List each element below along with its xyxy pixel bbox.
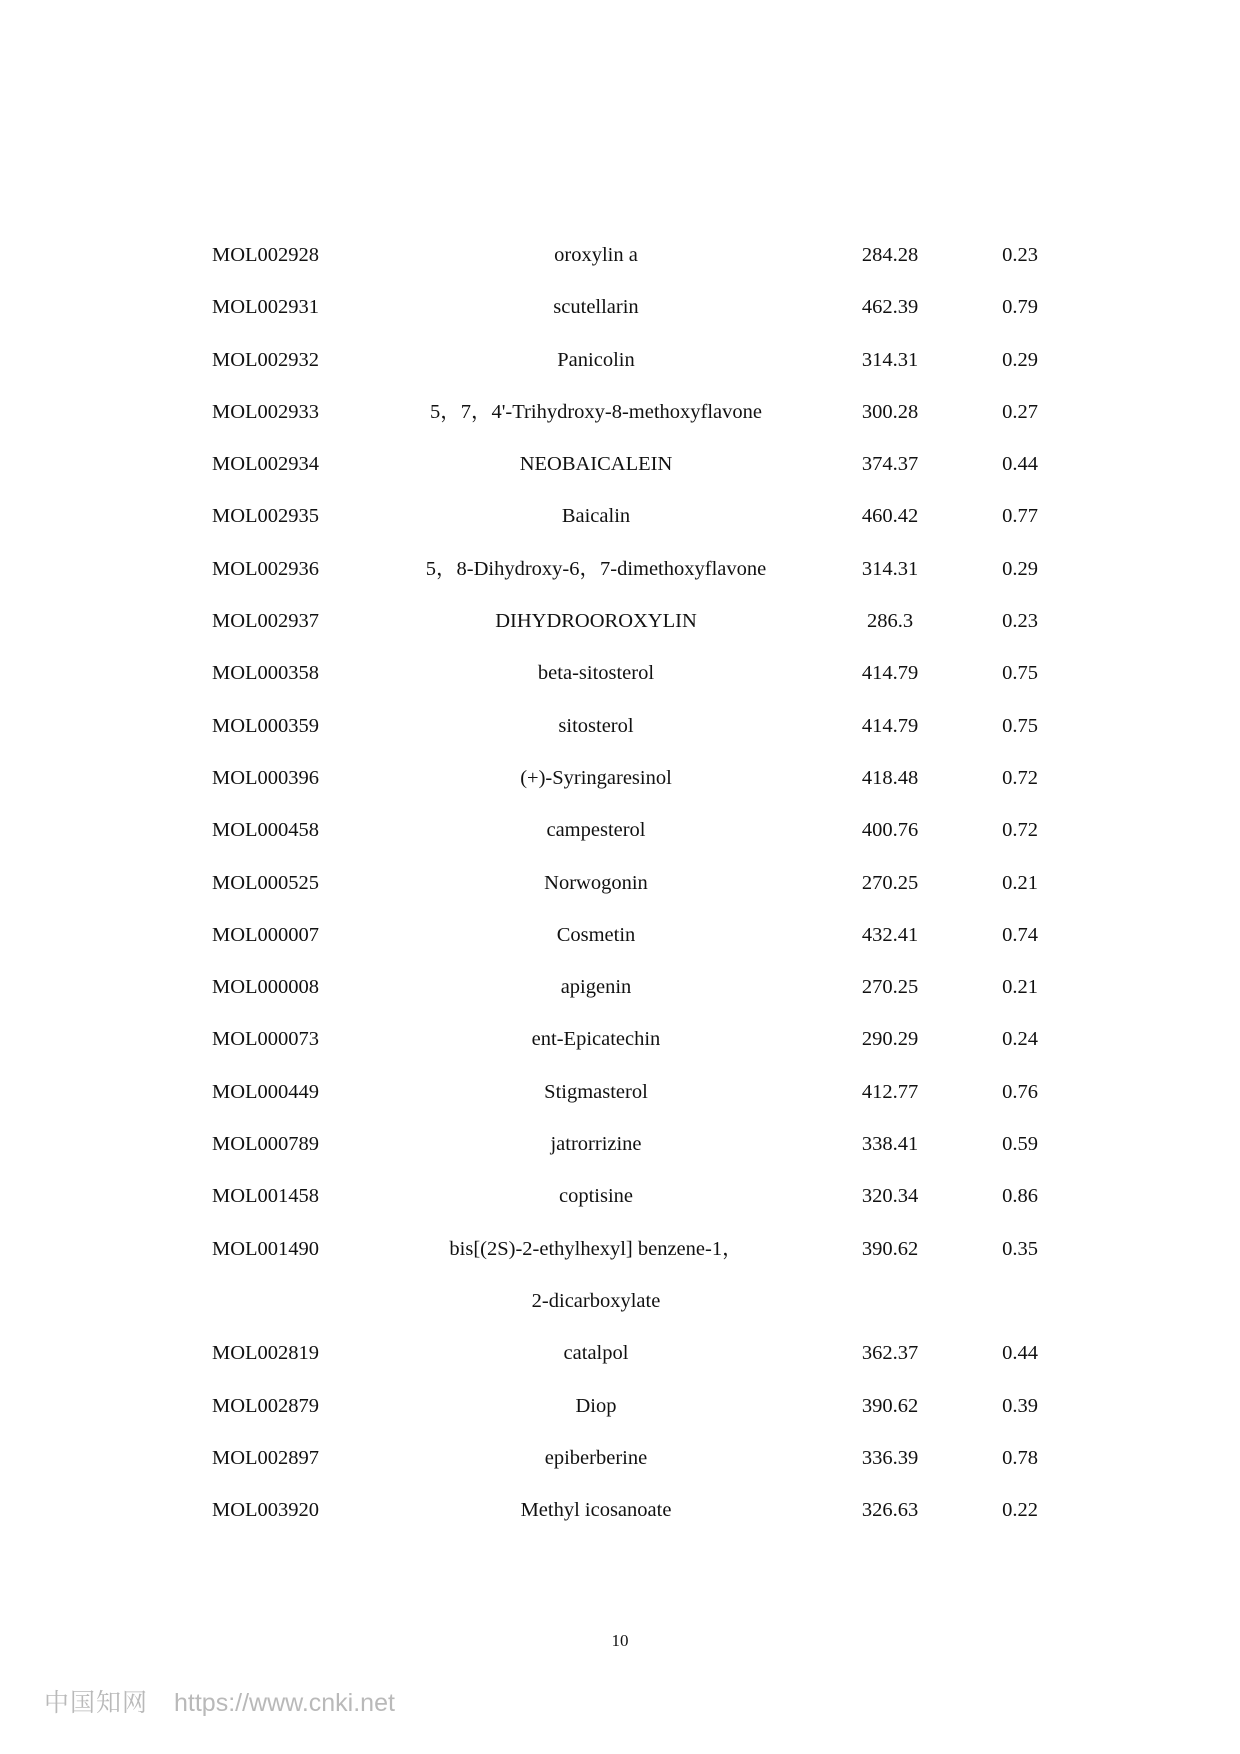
compound-name-line: epiberberine [544, 1446, 648, 1469]
compound-name-cell [345, 1223, 847, 1328]
compound-name-line: bis[(2S)-2-ethylhexyl] benzene-1， [449, 1237, 743, 1260]
value-cell: 0.23 [1002, 244, 1038, 266]
mol-id-cell: MOL000359 [212, 714, 320, 737]
table-row [0, 490, 1240, 542]
compound-name-cell [345, 1432, 847, 1484]
molecular-weight-cell: 314.31 [861, 348, 919, 371]
compound-name-cell [345, 595, 847, 647]
table-row [0, 909, 1240, 961]
molecular-weight-cell: 336.39 [861, 1446, 919, 1469]
value-cell: 0.35 [1002, 1237, 1038, 1260]
compound-name-cell [345, 647, 847, 699]
mol-id-cell: MOL002819 [212, 1342, 320, 1365]
table-row [0, 438, 1240, 490]
compound-table [0, 229, 1240, 1536]
value-cell: 0.59 [1002, 1133, 1038, 1156]
value-cell: 0.72 [1002, 766, 1038, 789]
compound-name-cell [345, 1327, 847, 1379]
watermark-url: https://www.cnki.net [174, 1689, 395, 1717]
compound-name-cell [345, 700, 847, 752]
value-cell: 0.27 [1002, 400, 1038, 423]
molecular-weight-cell: 320.34 [861, 1185, 919, 1208]
cnki-watermark [44, 1683, 395, 1719]
compound-name-cell [345, 804, 847, 856]
table-row [0, 386, 1240, 438]
value-cell: 0.79 [1002, 296, 1038, 319]
page-number: 10 [611, 1631, 629, 1650]
table-row [0, 1118, 1240, 1170]
compound-name-cell [345, 281, 847, 333]
compound-name-line: 5，7，4'-Trihydroxy-8-methoxyflavone [429, 400, 763, 423]
compound-name-cell [345, 490, 847, 542]
mol-id-cell: MOL000007 [212, 923, 320, 946]
table-row [0, 1013, 1240, 1065]
compound-name-line: catalpol [563, 1342, 629, 1365]
mol-id-cell: MOL003920 [212, 1499, 320, 1522]
compound-name-line: DIHYDROOROXYLIN [495, 610, 697, 633]
molecular-weight-cell: 390.62 [861, 1237, 919, 1260]
compound-name-line: 5，8-Dihydroxy-6，7-dimethoxyflavone [425, 557, 767, 580]
compound-name-line: jatrorrizine [550, 1133, 642, 1156]
mol-id-cell: MOL000008 [212, 976, 320, 999]
molecular-weight-cell: 300.28 [861, 400, 919, 423]
value-cell: 0.86 [1002, 1185, 1038, 1208]
value-cell: 0.78 [1002, 1446, 1038, 1469]
table-row [0, 1223, 1240, 1328]
mol-id-cell: MOL002937 [212, 610, 320, 633]
mol-id-cell: MOL000396 [212, 766, 320, 789]
molecular-weight-cell: 284.28 [861, 244, 919, 266]
compound-name-line: oroxylin a [554, 244, 638, 266]
compound-name-line: Panicolin [557, 348, 635, 371]
molecular-weight-cell: 412.77 [861, 1080, 919, 1103]
mol-id-cell: MOL002933 [212, 400, 320, 423]
molecular-weight-cell: 362.37 [861, 1342, 919, 1365]
value-cell: 0.77 [1002, 505, 1038, 528]
value-cell: 0.24 [1002, 1028, 1038, 1051]
compound-name-line: ent-Epicatechin [531, 1028, 661, 1051]
compound-name-cell [345, 438, 847, 490]
compound-name-cell [345, 229, 847, 281]
mol-id-cell: MOL000789 [212, 1133, 320, 1156]
compound-name-line: apigenin [560, 976, 632, 999]
compound-name-cell [345, 1170, 847, 1222]
molecular-weight-cell: 390.62 [861, 1394, 919, 1417]
molecular-weight-cell: 270.25 [861, 976, 919, 999]
mol-id-cell: MOL000358 [212, 662, 320, 685]
molecular-weight-cell: 460.42 [861, 505, 919, 528]
compound-name-cell [345, 1380, 847, 1432]
compound-name-cell [345, 752, 847, 804]
mol-id-cell: MOL000525 [212, 871, 320, 894]
table-row [0, 229, 1240, 281]
compound-name-cell [345, 1066, 847, 1118]
mol-id-cell: MOL002897 [212, 1446, 320, 1469]
value-cell: 0.29 [1002, 348, 1038, 371]
table-row [0, 1380, 1240, 1432]
value-cell: 0.29 [1002, 557, 1038, 580]
compound-name-cell [345, 1013, 847, 1065]
table-row [0, 1170, 1240, 1222]
compound-name-line: NEOBAICALEIN [519, 453, 673, 476]
mol-id-cell: MOL002932 [212, 348, 320, 371]
value-cell: 0.72 [1002, 819, 1038, 842]
molecular-weight-cell: 414.79 [861, 714, 919, 737]
value-cell: 0.21 [1002, 976, 1038, 999]
mol-id-cell: MOL001458 [212, 1185, 320, 1208]
compound-name-line: 2-dicarboxylate [531, 1289, 661, 1312]
mol-id-cell: MOL000458 [212, 819, 320, 842]
value-cell: 0.44 [1002, 453, 1038, 476]
mol-id-cell: MOL002931 [212, 296, 320, 319]
mol-id-cell: MOL000073 [212, 1028, 320, 1051]
value-cell: 0.75 [1002, 714, 1038, 737]
compound-name-line: Cosmetin [556, 923, 636, 946]
mol-id-cell: MOL001490 [212, 1237, 320, 1260]
molecular-weight-cell: 314.31 [861, 557, 919, 580]
compound-name-cell [345, 961, 847, 1013]
compound-name-line: Baicalin [561, 505, 631, 528]
value-cell: 0.76 [1002, 1080, 1038, 1103]
table-row [0, 700, 1240, 752]
table-row [0, 334, 1240, 386]
compound-name-line: coptisine [558, 1185, 633, 1208]
molecular-weight-cell: 374.37 [861, 453, 919, 476]
compound-name-cell [345, 543, 847, 595]
molecular-weight-cell: 290.29 [861, 1028, 919, 1051]
table-row [0, 961, 1240, 1013]
value-cell: 0.75 [1002, 662, 1038, 685]
mol-id-cell: MOL002928 [212, 244, 320, 266]
table-row [0, 752, 1240, 804]
table-row [0, 647, 1240, 699]
molecular-weight-cell: 286.3 [866, 610, 914, 633]
compound-name-line: beta-sitosterol [537, 662, 655, 685]
compound-name-cell [345, 1484, 847, 1536]
molecular-weight-cell: 432.41 [861, 923, 919, 946]
compound-name-cell [345, 334, 847, 386]
value-cell: 0.21 [1002, 871, 1038, 894]
value-cell: 0.23 [1002, 610, 1038, 633]
compound-name-cell [345, 857, 847, 909]
compound-name-line: Stigmasterol [544, 1080, 648, 1103]
molecular-weight-cell: 326.63 [861, 1499, 919, 1522]
value-cell: 0.22 [1002, 1499, 1038, 1522]
compound-name-cell [345, 909, 847, 961]
mol-id-cell: MOL002879 [212, 1394, 320, 1417]
table-row [0, 1327, 1240, 1379]
molecular-weight-cell: 418.48 [861, 766, 919, 789]
watermark-logo-text: 中国知网 [44, 1688, 149, 1717]
mol-id-cell: MOL002935 [212, 505, 320, 528]
table-row [0, 1432, 1240, 1484]
compound-name-line: (+)-Syringaresinol [520, 766, 672, 789]
table-row [0, 1066, 1240, 1118]
molecular-weight-cell: 400.76 [861, 819, 919, 842]
compound-name-cell [345, 1118, 847, 1170]
table-row [0, 543, 1240, 595]
compound-name-line: Norwogonin [544, 871, 648, 894]
compound-name-line: campesterol [546, 819, 646, 842]
compound-name-line: scutellarin [553, 296, 639, 319]
value-cell: 0.39 [1002, 1394, 1038, 1417]
mol-id-cell: MOL002936 [212, 557, 320, 580]
molecular-weight-cell: 462.39 [861, 296, 919, 319]
compound-name-line: Methyl icosanoate [520, 1499, 672, 1522]
value-cell: 0.74 [1002, 923, 1038, 946]
compound-name-line: sitosterol [558, 714, 634, 737]
table-row [0, 857, 1240, 909]
table-row [0, 1484, 1240, 1536]
value-cell: 0.44 [1002, 1342, 1038, 1365]
molecular-weight-cell: 270.25 [861, 871, 919, 894]
mol-id-cell: MOL000449 [212, 1080, 320, 1103]
compound-name-line: Diop [575, 1394, 617, 1417]
table-row [0, 595, 1240, 647]
compound-name-cell [345, 386, 847, 438]
molecular-weight-cell: 338.41 [861, 1133, 919, 1156]
mol-id-cell: MOL002934 [212, 453, 320, 476]
table-row [0, 804, 1240, 856]
molecular-weight-cell: 414.79 [861, 662, 919, 685]
table-row [0, 281, 1240, 333]
